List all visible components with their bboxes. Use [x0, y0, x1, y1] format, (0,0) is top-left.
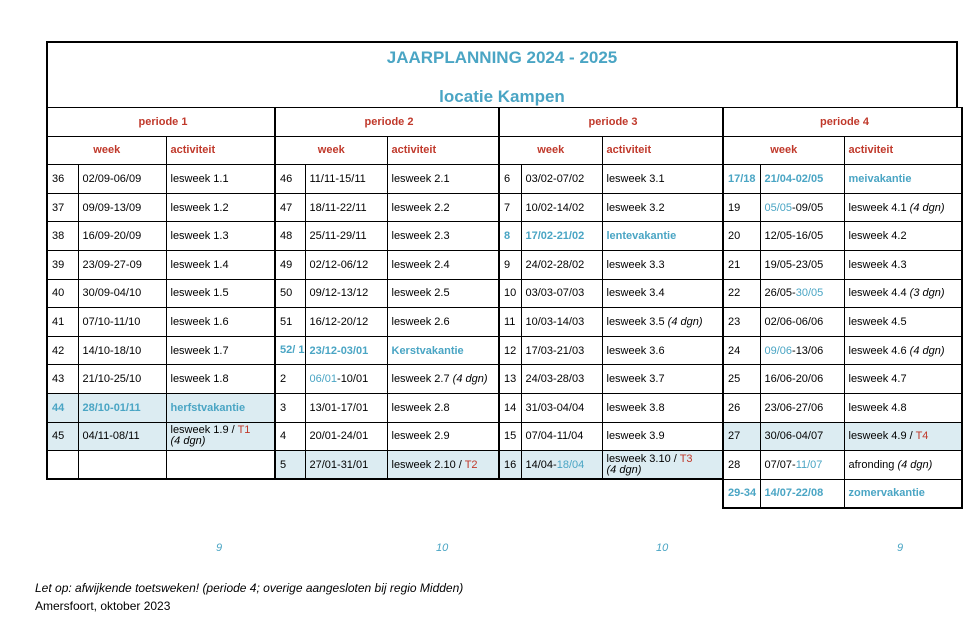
week-cell: 11 — [499, 308, 521, 337]
date-cell: 14/10-18/10 — [78, 336, 166, 365]
activity-header: activiteit — [166, 136, 275, 165]
week-cell: 7 — [499, 193, 521, 222]
activity-cell: lesweek 1.9 / T1 (4 dgn) — [166, 422, 275, 451]
week-cell: 39 — [47, 250, 78, 279]
activity-cell: lesweek 1.5 — [166, 279, 275, 308]
week-header: week — [499, 136, 602, 165]
date-cell: 16/09-20/09 — [78, 222, 166, 251]
period-3-total: 10 — [656, 542, 669, 554]
week-cell: 24 — [723, 336, 760, 365]
activity-cell: lesweek 4.1 (4 dgn) — [844, 193, 962, 222]
week-cell: 38 — [47, 222, 78, 251]
date-cell: 13/01-17/01 — [305, 393, 387, 422]
date-cell: 09/12-13/12 — [305, 279, 387, 308]
week-header: week — [47, 136, 166, 165]
date-cell: 14/04-18/04 — [521, 451, 602, 480]
period-1-header: periode 1 — [47, 108, 275, 137]
date-cell: 23/09-27-09 — [78, 250, 166, 279]
activity-cell: herfstvakantie — [166, 393, 275, 422]
date-cell: 03/03-07/03 — [521, 279, 602, 308]
activity-cell: lesweek 2.3 — [387, 222, 499, 251]
activity-cell: lesweek 1.6 — [166, 308, 275, 337]
table-row — [47, 222, 962, 251]
week-cell: 52/ 1 — [275, 336, 305, 365]
date-cell: 23/06-27/06 — [760, 393, 844, 422]
date-cell: 02/12-06/12 — [305, 250, 387, 279]
activity-cell: lesweek 1.4 — [166, 250, 275, 279]
date-cell: 31/03-04/04 — [521, 393, 602, 422]
week-cell: 5 — [275, 451, 305, 480]
activity-cell: lesweek 4.4 (3 dgn) — [844, 279, 962, 308]
activity-cell: lesweek 1.7 — [166, 336, 275, 365]
activity-cell: afronding (4 dgn) — [844, 451, 962, 480]
table-row — [47, 365, 962, 394]
title-box — [46, 41, 958, 108]
activity-cell: lesweek 2.8 — [387, 393, 499, 422]
activity-cell: lesweek 4.7 — [844, 365, 962, 394]
activity-cell: lesweek 2.5 — [387, 279, 499, 308]
week-header: week — [275, 136, 387, 165]
week-cell: 20 — [723, 222, 760, 251]
week-cell: 2 — [275, 365, 305, 394]
week-cell: 14 — [499, 393, 521, 422]
empty-area — [47, 479, 723, 508]
week-cell: 28 — [723, 451, 760, 480]
empty-cell — [78, 451, 166, 480]
activity-cell: zomervakantie — [844, 479, 962, 508]
week-cell: 44 — [47, 393, 78, 422]
date-cell: 23/12-03/01 — [305, 336, 387, 365]
week-cell: 37 — [47, 193, 78, 222]
activity-cell: lesweek 3.3 — [602, 250, 723, 279]
activity-cell: lesweek 3.9 — [602, 422, 723, 451]
date-cell: 21/04-02/05 — [760, 165, 844, 194]
activity-cell: lesweek 1.1 — [166, 165, 275, 194]
date-cell: 06/01-10/01 — [305, 365, 387, 394]
activity-cell: lesweek 2.2 — [387, 193, 499, 222]
date-cell: 27/01-31/01 — [305, 451, 387, 480]
date-cell: 10/03-14/03 — [521, 308, 602, 337]
date-cell: 30/06-04/07 — [760, 422, 844, 451]
activity-cell: lesweek 3.6 — [602, 336, 723, 365]
date-cell: 09/06-13/06 — [760, 336, 844, 365]
date-cell: 12/05-16/05 — [760, 222, 844, 251]
week-cell: 8 — [499, 222, 521, 251]
activity-cell: lesweek 4.6 (4 dgn) — [844, 336, 962, 365]
date-cell: 26/05-30/05 — [760, 279, 844, 308]
table-row — [47, 250, 962, 279]
week-cell: 3 — [275, 393, 305, 422]
week-cell: 10 — [499, 279, 521, 308]
week-cell: 12 — [499, 336, 521, 365]
week-cell: 43 — [47, 365, 78, 394]
week-cell: 27 — [723, 422, 760, 451]
empty-cell — [47, 451, 78, 480]
period-4-header: periode 4 — [723, 108, 962, 137]
week-cell: 50 — [275, 279, 305, 308]
week-cell: 42 — [47, 336, 78, 365]
date-cell: 17/03-21/03 — [521, 336, 602, 365]
week-cell: 16 — [499, 451, 521, 480]
activity-cell: meivakantie — [844, 165, 962, 194]
activity-cell: lesweek 3.4 — [602, 279, 723, 308]
activity-cell: lesweek 2.4 — [387, 250, 499, 279]
date-cell: 16/06-20/06 — [760, 365, 844, 394]
date-cell: 20/01-24/01 — [305, 422, 387, 451]
activity-cell: lesweek 2.6 — [387, 308, 499, 337]
activity-cell: lesweek 1.2 — [166, 193, 275, 222]
week-header: week — [723, 136, 844, 165]
activity-cell: lesweek 4.3 — [844, 250, 962, 279]
week-cell: 19 — [723, 193, 760, 222]
week-cell: 9 — [499, 250, 521, 279]
date-cell: 07/04-11/04 — [521, 422, 602, 451]
activity-cell: lesweek 2.10 / T2 — [387, 451, 499, 480]
period-3-header: periode 3 — [499, 108, 723, 137]
week-cell: 51 — [275, 308, 305, 337]
location-date: Amersfoort, oktober 2023 — [35, 599, 171, 613]
activity-cell: lesweek 4.5 — [844, 308, 962, 337]
date-cell: 25/11-29/11 — [305, 222, 387, 251]
table-row — [47, 308, 962, 337]
date-cell: 28/10-01/11 — [78, 393, 166, 422]
table-row — [47, 479, 962, 508]
table-row — [47, 336, 962, 365]
date-cell: 03/02-07/02 — [521, 165, 602, 194]
date-cell: 04/11-08/11 — [78, 422, 166, 451]
week-cell: 29-34 — [723, 479, 760, 508]
date-cell: 24/03-28/03 — [521, 365, 602, 394]
planning-table — [46, 107, 963, 509]
week-cell: 41 — [47, 308, 78, 337]
period-1-total: 9 — [216, 542, 223, 554]
week-cell: 23 — [723, 308, 760, 337]
table-row — [47, 451, 962, 480]
date-cell: 10/02-14/02 — [521, 193, 602, 222]
period-2-header: periode 2 — [275, 108, 499, 137]
week-cell: 13 — [499, 365, 521, 394]
week-cell: 46 — [275, 165, 305, 194]
week-cell: 49 — [275, 250, 305, 279]
week-cell: 48 — [275, 222, 305, 251]
activity-cell: lesweek 3.8 — [602, 393, 723, 422]
week-cell: 40 — [47, 279, 78, 308]
activity-cell: lesweek 2.7 (4 dgn) — [387, 365, 499, 394]
activity-cell: Kerstvakantie — [387, 336, 499, 365]
activity-cell: lentevakantie — [602, 222, 723, 251]
week-cell: 21 — [723, 250, 760, 279]
date-cell: 18/11-22/11 — [305, 193, 387, 222]
week-cell: 45 — [47, 422, 78, 451]
activity-cell: lesweek 3.1 — [602, 165, 723, 194]
activity-cell: lesweek 3.10 / T3 (4 dgn) — [602, 451, 723, 480]
activity-cell: lesweek 1.3 — [166, 222, 275, 251]
table-row — [47, 393, 962, 422]
date-cell: 02/06-06/06 — [760, 308, 844, 337]
activity-cell: lesweek 4.8 — [844, 393, 962, 422]
date-cell: 16/12-20/12 — [305, 308, 387, 337]
week-cell: 26 — [723, 393, 760, 422]
date-cell: 24/02-28/02 — [521, 250, 602, 279]
page-subtitle: locatie Kampen — [439, 87, 565, 106]
activity-cell: lesweek 3.2 — [602, 193, 723, 222]
activity-cell: lesweek 3.7 — [602, 365, 723, 394]
activity-cell: lesweek 2.9 — [387, 422, 499, 451]
week-cell: 47 — [275, 193, 305, 222]
date-cell: 05/05-09/05 — [760, 193, 844, 222]
week-cell: 15 — [499, 422, 521, 451]
week-cell: 36 — [47, 165, 78, 194]
date-cell: 21/10-25/10 — [78, 365, 166, 394]
week-cell: 22 — [723, 279, 760, 308]
date-cell: 17/02-21/02 — [521, 222, 602, 251]
date-cell: 11/11-15/11 — [305, 165, 387, 194]
activity-cell: lesweek 2.1 — [387, 165, 499, 194]
table-row — [47, 165, 962, 194]
activity-cell: lesweek 4.9 / T4 — [844, 422, 962, 451]
date-cell: 30/09-04/10 — [78, 279, 166, 308]
week-cell: 6 — [499, 165, 521, 194]
activity-header: activiteit — [844, 136, 962, 165]
period-4-total: 9 — [897, 542, 904, 554]
date-cell: 19/05-23/05 — [760, 250, 844, 279]
activity-cell: lesweek 3.5 (4 dgn) — [602, 308, 723, 337]
date-cell: 02/09-06/09 — [78, 165, 166, 194]
table-row — [47, 193, 962, 222]
table-row — [47, 279, 962, 308]
date-cell: 14/07-22/08 — [760, 479, 844, 508]
date-cell: 09/09-13/09 — [78, 193, 166, 222]
date-cell: 07/10-11/10 — [78, 308, 166, 337]
date-cell: 07/07-11/07 — [760, 451, 844, 480]
week-cell: 25 — [723, 365, 760, 394]
activity-header: activiteit — [387, 136, 499, 165]
period-2-total: 10 — [436, 542, 449, 554]
week-cell: 4 — [275, 422, 305, 451]
table-row — [47, 422, 962, 451]
page-title: JAARPLANNING 2024 - 2025 — [386, 48, 618, 67]
activity-cell: lesweek 1.8 — [166, 365, 275, 394]
empty-cell — [166, 451, 275, 480]
activity-cell: lesweek 4.2 — [844, 222, 962, 251]
activity-header: activiteit — [602, 136, 723, 165]
week-cell: 17/18 — [723, 165, 760, 194]
note-text: Let op: afwijkende toetsweken! (periode 4; overige aangesloten bij regio Midden) — [35, 581, 464, 595]
